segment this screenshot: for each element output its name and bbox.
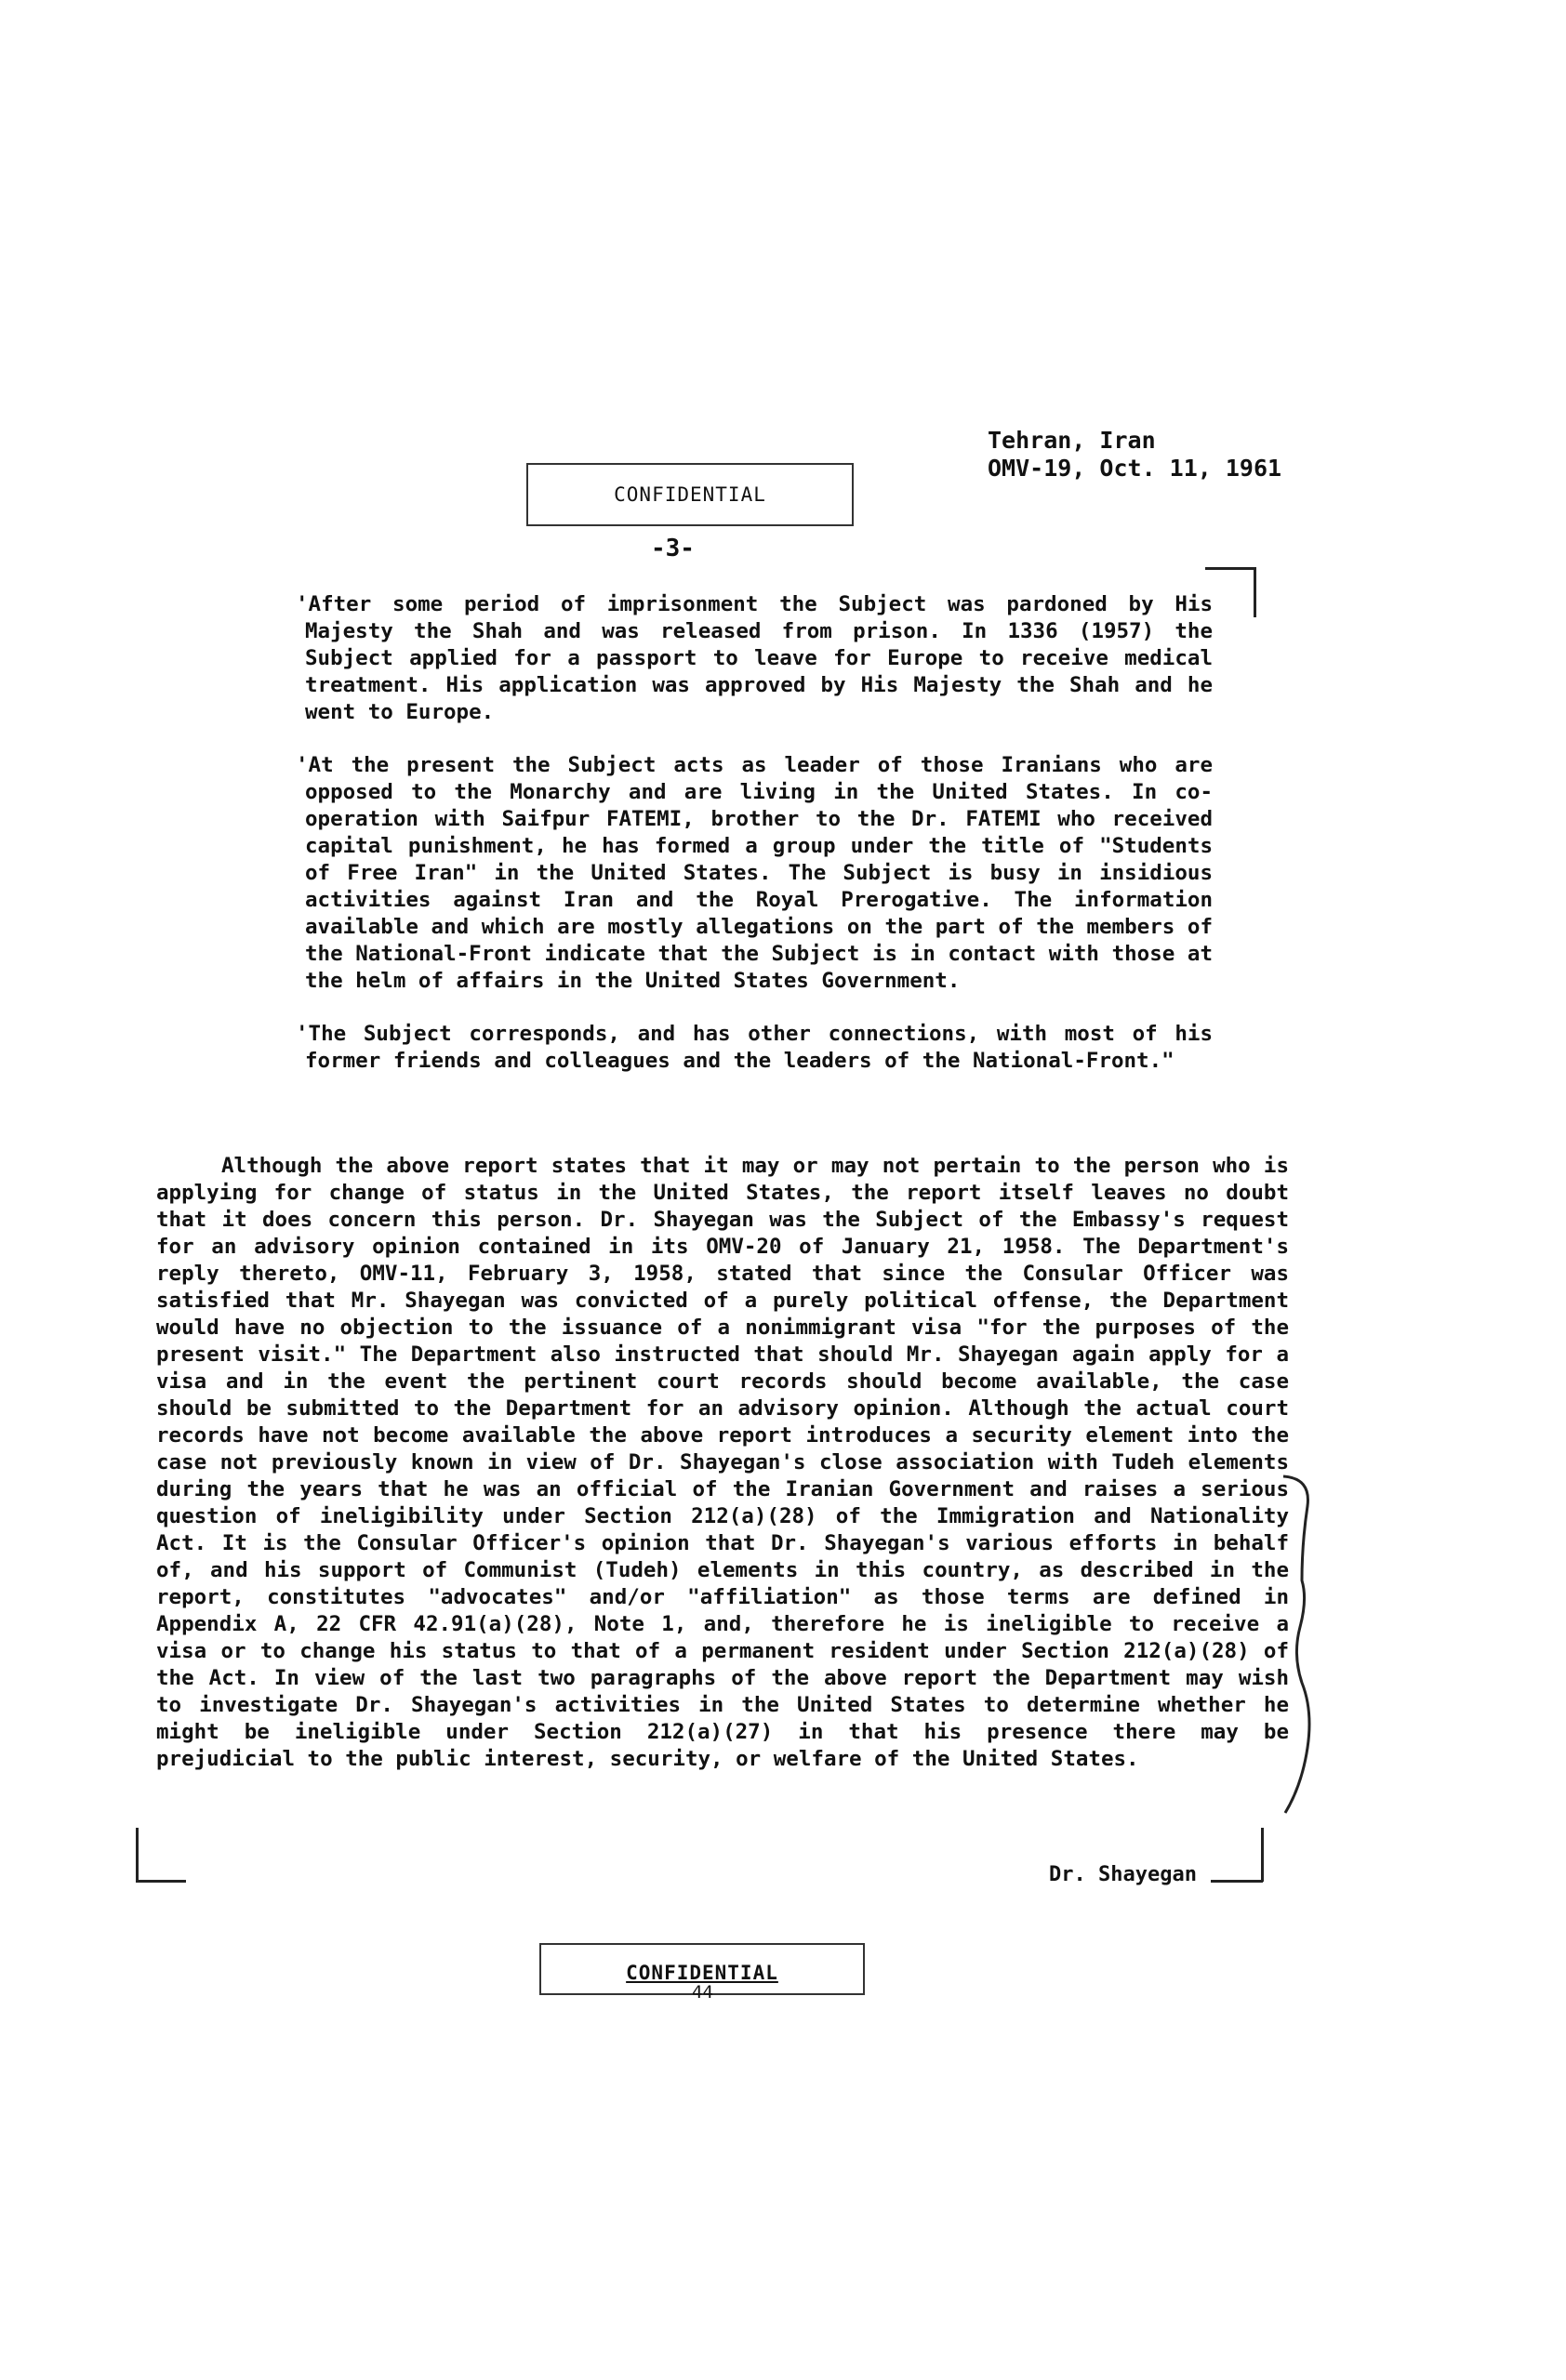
main-paragraph: Although the above report states that it may or may not pertain to the person who is applying for change of status in the United States, the report itself leaves no doubt that it does concern this person. Dr. Shayegan was the Subject of the Embassy's request for an advisory opinion contained in its OMV-20 of January 21, 1958. The Department's reply thereto, OMV-11, February 3, 1958, stated that since the Consular Officer was satisfied that Mr. Shayegan was convicted of a purely political offense, the Department would have no objection to the issuance of a nonimmigrant visa "for the purposes of the present visit." The Department also instructed that should Mr. Shayegan again apply for a visa and in the event the pertinent court records should become available, the case should be submitted to the Department for an advisory opinion. Although the actual court records have not become available the above report introduces a security element into the case not previously known in view of Dr. Shayegan's close association with Tudeh elements during the years that he was an official of the Iranian Government and raises a serious question of ineligibility under Section 212(a)(28) of the Immigration and Nationality Act. It is the Consular Officer's opinion that Dr. Shayegan's various efforts in behalf of, and his support of Communist (Tudeh) elements in this country, as described in the report, constitutes "advocates" and/or "affiliation" as those terms are defined in Appendix A, 22 CFR 42.91(a)(28), Note 1, and, therefore he is ineligible to receive a visa or to change his status to that of a permanent resident under Section 212(a)(28) of the Act. In view of the last two paragraphs of the above report the Department may wish to investigate Dr. Shayegan's activities in the United States to determine whether he might be ineligible under Section 212(a)(27) in that his presence there may be prejudicial to the public interest, security, or welfare of the United States. — [156, 1154, 1289, 1771]
header-reference: OMV-19, Oct. 11, 1961 — [988, 455, 1282, 482]
classification-stamp-bottom-label: CONFIDENTIAL — [626, 1962, 778, 1984]
corner-bracket-right-v — [1261, 1828, 1264, 1882]
margin-handwritten-bracket — [1274, 1469, 1330, 1822]
quote-paragraph-1: 'After some period of imprisonment the Subject was pardoned by His Majesty the Shah and was released from prison. In 1336 (1957) the Subject applied for a passport to leave for Europe to receive medical treatment. His application was approved by His Majesty the Shah and he went to Europe. — [296, 592, 1213, 724]
quote-block — [296, 591, 1213, 1075]
classification-stamp-top-label: CONFIDENTIAL — [614, 483, 766, 506]
header-place: Tehran, Iran — [988, 427, 1156, 454]
classification-stamp-top — [526, 463, 854, 526]
page-marker: -3- — [651, 535, 695, 562]
quote-paragraph-2: 'At the present the Subject acts as leader of those Iranians who are opposed to the Monarchy and are living in the United States. In co-operation with Saifpur FATEMI, brother to the Dr. FATEMI who received capital punishment, he has formed a group under the title of "Students of Free Iran" in the United States. The Subject is busy in insidious activities against Iran and the Royal Prerogative. The information available and which are mostly allegations on the part of the members of the National-Front indicate that the Subject is in contact with those at the helm of affairs in the United States Government. — [296, 753, 1213, 993]
signature-line: Dr. Shayegan — [1049, 1863, 1197, 1886]
corner-bracket-left-v — [136, 1828, 139, 1882]
corner-bracket-right-h — [1211, 1880, 1263, 1883]
margin-bracket-top-h — [1205, 567, 1255, 570]
page-number: 44 — [692, 1982, 713, 2003]
margin-bracket-top-v — [1254, 567, 1256, 617]
body-block — [156, 1153, 1289, 1773]
corner-bracket-left-h — [136, 1880, 186, 1883]
quote-paragraph-3: 'The Subject corresponds, and has other connections, with most of his former friends and colleagues and the leaders of the National-Front." — [296, 1022, 1213, 1073]
